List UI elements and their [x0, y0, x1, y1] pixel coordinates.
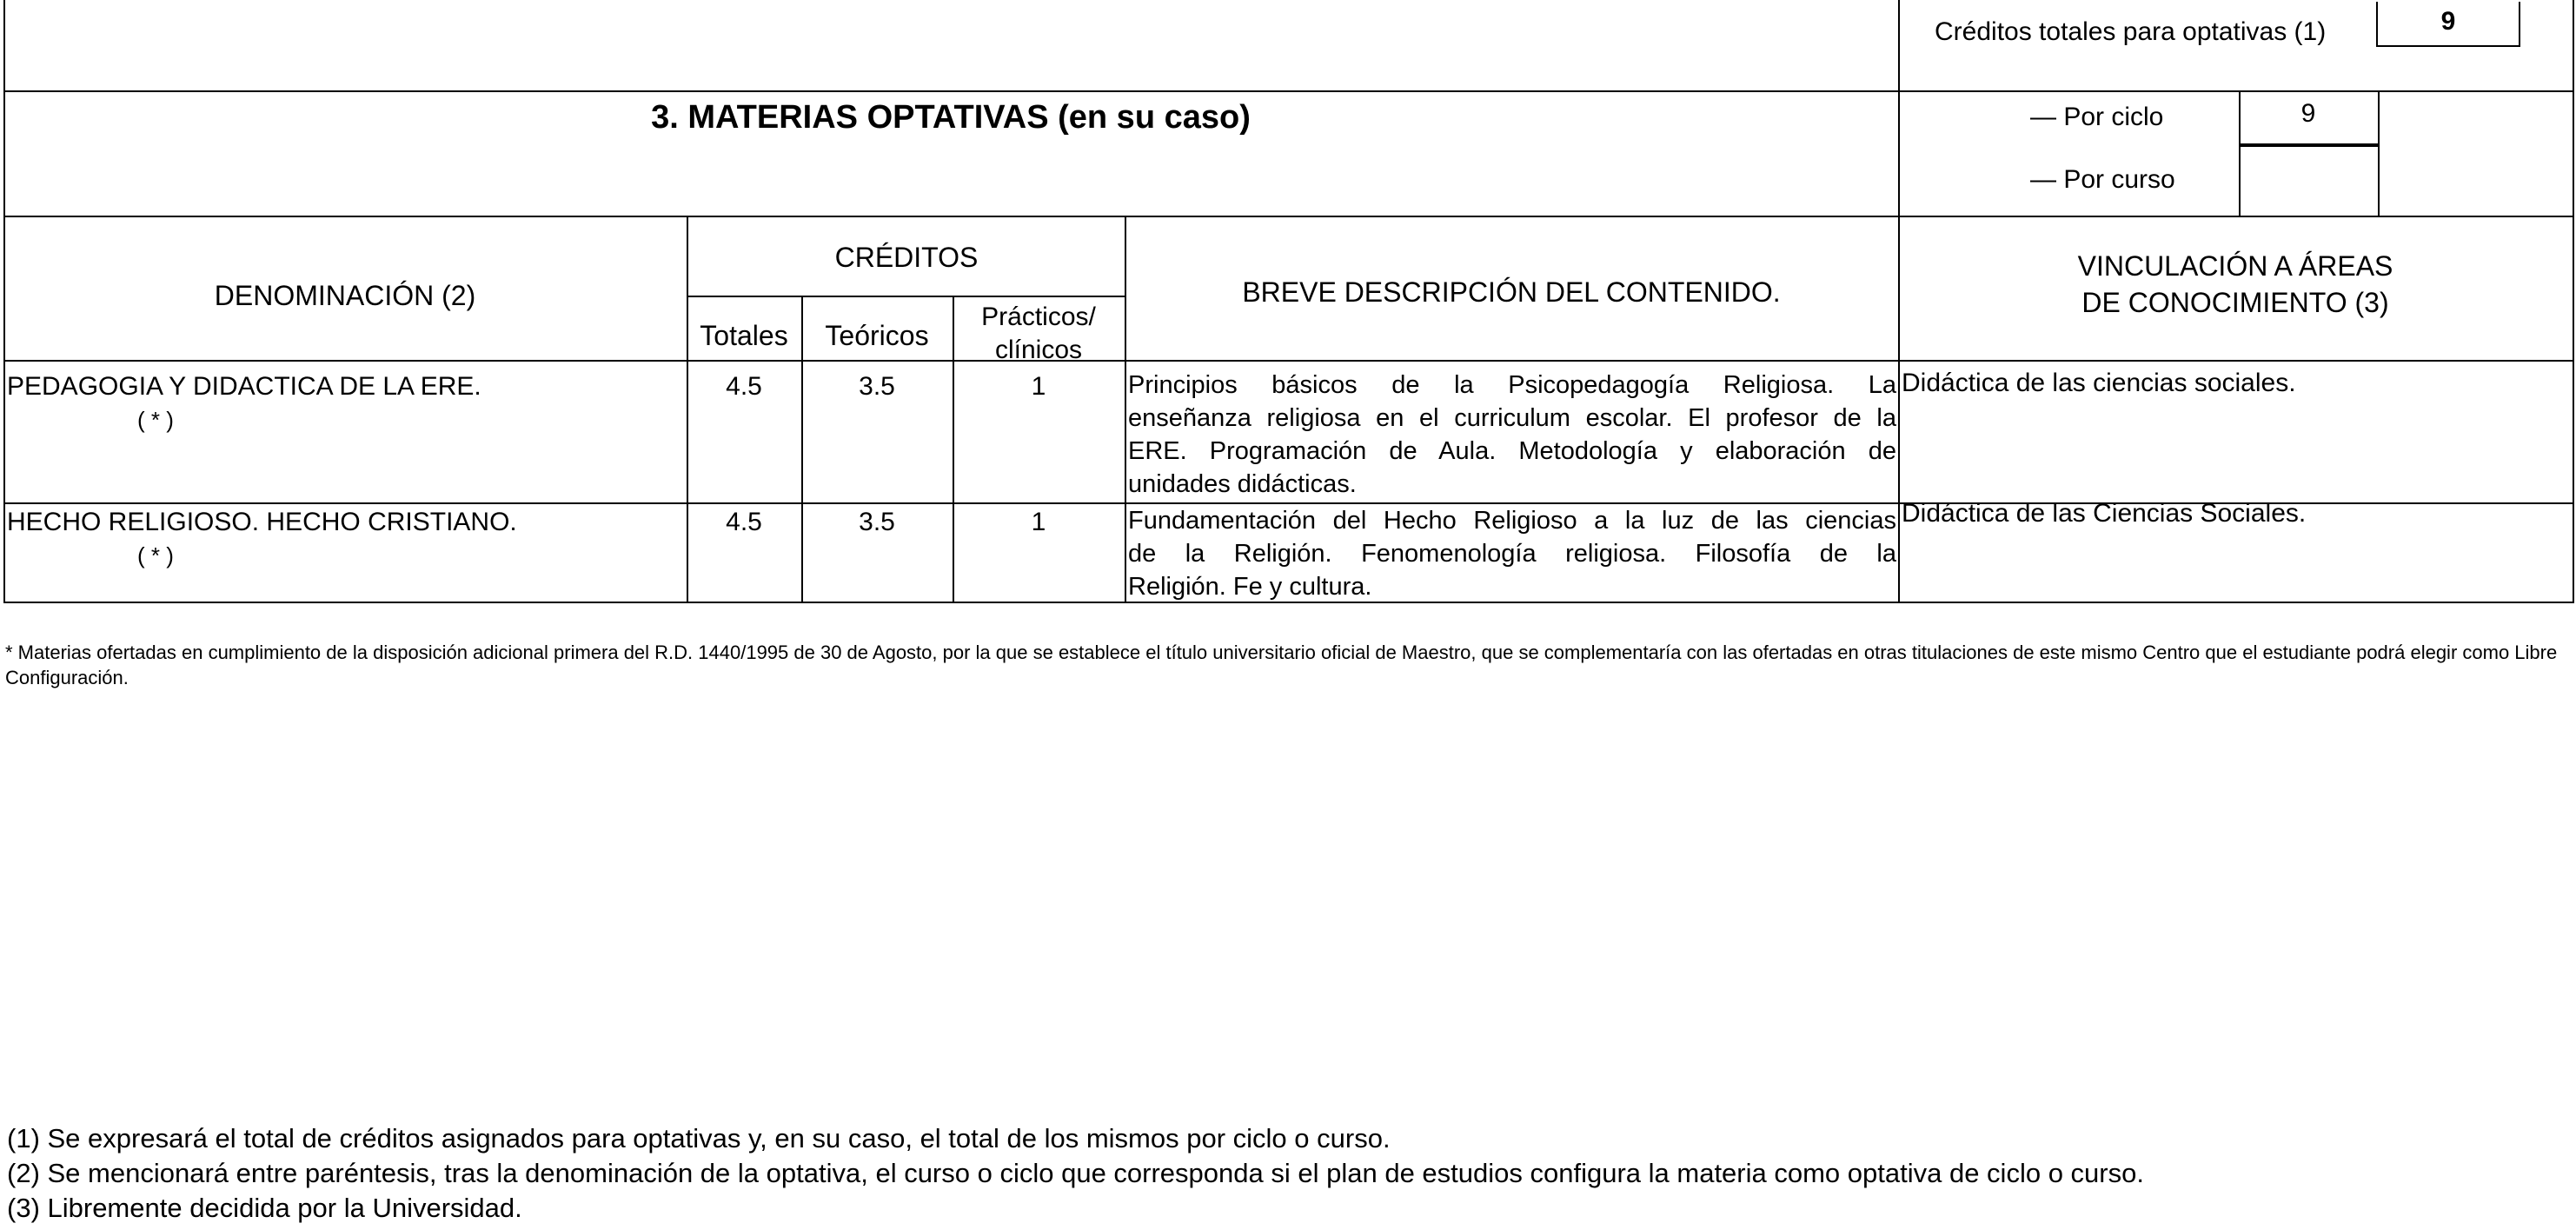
por-ciclo-label: — Por ciclo	[2030, 103, 2164, 131]
ciclo-col-right	[2378, 90, 2380, 217]
col-header-creditos: CRÉDITOS	[834, 242, 979, 273]
row-1-name: PEDAGOGIA Y DIDACTICA DE LA ERE.	[7, 372, 481, 401]
creditos-subheader-line	[687, 296, 1126, 297]
row-2-area: Didáctica de las Ciencias Sociales.	[1902, 499, 2307, 528]
total-credits-value: 9	[2440, 7, 2456, 36]
row-1-practicos: 1	[1031, 372, 1046, 401]
col-header-clinicos: clínicos	[994, 336, 1083, 364]
row-2-totales: 4.5	[726, 508, 762, 536]
por-curso-label: — Por curso	[2030, 165, 2175, 194]
col-header-teoricos: Teóricos	[825, 320, 929, 351]
row-1-desc-line: enseñanza religiosa en el curriculum escolar. El profesor de la	[1128, 404, 1896, 432]
header-vdivider	[1898, 0, 1900, 217]
header-divider-1	[3, 90, 2574, 92]
row-2-practicos: 1	[1031, 508, 1046, 536]
row-2-desc-line: de la Religión. Fenomenología religiosa. Filosofía de la	[1128, 540, 1896, 568]
row-1-desc-line: Principios básicos de la Psicopedagogía Religiosa. La	[1128, 371, 1896, 399]
note-2: (2) Se mencionará entre paréntesis, tras la denominación de la optativa, el curso o ciclo que corresponda si el plan de estudios configura la materia como optativa de ciclo o curso.	[7, 1158, 2144, 1188]
row-1-area: Didáctica de las ciencias sociales.	[1902, 369, 2296, 397]
col-header-vinculacion-2: DE CONOCIMIENTO (3)	[2081, 287, 2389, 318]
col-header-denominacion: DENOMINACIÓN (2)	[214, 280, 476, 311]
footnote-star: * Materias ofertadas en cumplimiento de la disposición adicional primera del R.D. 1440/1995 de 30 de Agosto, por la que se establece el título universitario oficial de Maestro, que se complementaría con las ofertadas en otras titulaciones de este mismo Centro que el estudiante podrá elegir como Libre Configuración.	[5, 642, 2558, 688]
row-2-teoricos: 3.5	[859, 508, 895, 536]
note-1: (1) Se expresará el total de créditos asignados para optativas y, en su caso, el total de los mismos por ciclo o curso.	[7, 1123, 1391, 1154]
col-header-practicos: Prácticos/	[981, 303, 1096, 331]
row-1-desc-line: ERE. Programación de Aula. Metodología y elaboración de	[1128, 437, 1896, 465]
row-2-description	[1128, 504, 1896, 603]
por-ciclo-value: 9	[2300, 99, 2316, 128]
row-1-desc-line: unidades didácticas.	[1128, 470, 1357, 498]
row-2-mark: ( * )	[137, 542, 174, 568]
header-bottom-line	[3, 360, 2574, 362]
col-header-totales: Totales	[700, 320, 788, 351]
col-header-vinculacion-1: VINCULACIÓN A ÁREAS	[2077, 250, 2393, 282]
note-3: (3) Libremente decidida por la Universidad.	[7, 1193, 522, 1223]
row-1-mark: ( * )	[137, 407, 174, 433]
row-2-name: HECHO RELIGIOSO. HECHO CRISTIANO.	[7, 508, 517, 536]
total-credits-label: Créditos totales para optativas (1)	[1935, 17, 2327, 46]
section-title: 3. MATERIAS OPTATIVAS (en su caso)	[651, 99, 1251, 136]
col-header-descripcion: BREVE DESCRIPCIÓN DEL CONTENIDO.	[1242, 276, 1781, 308]
ciclo-value-underline	[2239, 143, 2378, 147]
row-2-desc-line: Religión. Fe y cultura.	[1128, 573, 1372, 601]
row-1-totales: 4.5	[726, 372, 762, 401]
row-1-description	[1128, 369, 1896, 501]
row-1-teoricos: 3.5	[859, 372, 895, 401]
row-2-desc-line: Fundamentación del Hecho Religioso a la luz de las ciencias	[1128, 507, 1896, 535]
